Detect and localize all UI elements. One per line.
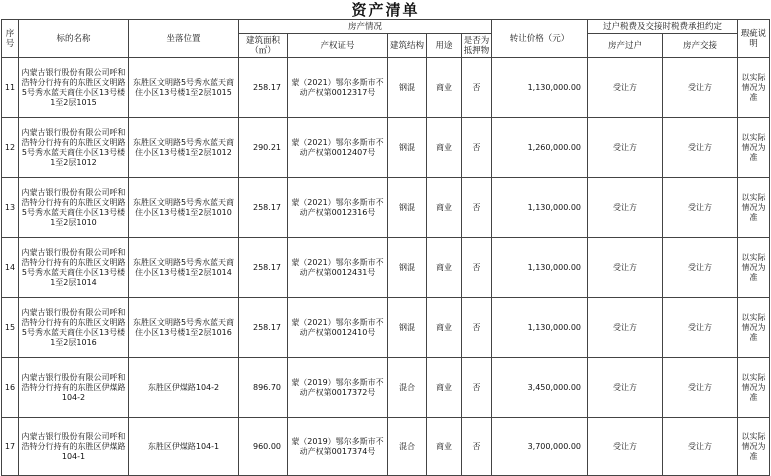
cell-structure: 钢混 [388,58,427,118]
header-mortgaged: 是否为抵押物 [462,34,492,58]
cell-structure: 钢混 [388,298,427,358]
cell-area: 258.17 [239,178,288,238]
cell-price: 1,130,000.00 [492,238,588,298]
cell-location: 东胜区伊煤路104-2 [129,358,239,418]
cell-location: 东胜区文明路5号秀水蓝天商住小区13号楼1至2层1015 [129,58,239,118]
cell-mortgaged: 否 [462,298,492,358]
cell-name: 内蒙古银行股份有限公司呼和浩特分行持有的东胜区伊煤路104-1 [19,418,129,476]
cell-cert: 蒙（2019）鄂尔多斯市不动产权第0017374号 [288,418,388,476]
cell-mortgaged: 否 [462,118,492,178]
cell-mortgaged: 否 [462,418,492,476]
cell-name: 内蒙古银行股份有限公司呼和浩特分行持有的东胜区伊煤路104-2 [19,358,129,418]
cell-area: 896.70 [239,358,288,418]
cell-transfer: 受让方 [588,238,663,298]
cell-structure: 混合 [388,418,427,476]
cell-usage: 商业 [427,58,462,118]
cell-transfer: 受让方 [588,358,663,418]
cell-location: 东胜区文明路5号秀水蓝天商住小区13号楼1至2层1010 [129,178,239,238]
header-usage: 用途 [427,34,462,58]
cell-area: 960.00 [239,418,288,476]
cell-cert: 蒙（2021）鄂尔多斯市不动产权第0012317号 [288,58,388,118]
table-row [2,298,770,358]
cell-mortgaged: 否 [462,358,492,418]
cell-cert: 蒙（2019）鄂尔多斯市不动产权第0017372号 [288,358,388,418]
cell-name: 内蒙古银行股份有限公司呼和浩特分行持有的东胜区文明路5号秀水蓝天商住小区13号楼1至2层1010 [19,178,129,238]
page-title: 资产清单 [351,1,420,19]
cell-seq: 17 [2,418,19,476]
cell-seq: 16 [2,358,19,418]
cell-seq: 15 [2,298,19,358]
cell-note: 以实际情况为准 [738,418,770,476]
cell-transfer: 受让方 [588,118,663,178]
table-row [2,358,770,418]
cell-usage: 商业 [427,418,462,476]
cell-note: 以实际情况为准 [738,58,770,118]
cell-handover: 受让方 [663,118,738,178]
cell-price: 1,260,000.00 [492,118,588,178]
cell-cert: 蒙（2021）鄂尔多斯市不动产权第0012410号 [288,298,388,358]
cell-seq: 13 [2,178,19,238]
cell-area: 258.17 [239,298,288,358]
cell-area: 258.17 [239,58,288,118]
header-transfer: 房产过户 [588,34,663,58]
cell-mortgaged: 否 [462,238,492,298]
cell-handover: 受让方 [663,58,738,118]
cell-structure: 混合 [388,358,427,418]
cell-name: 内蒙古银行股份有限公司呼和浩特分行持有的东胜区文明路5号秀水蓝天商住小区13号楼1至2层1014 [19,238,129,298]
cell-mortgaged: 否 [462,58,492,118]
cell-price: 3,450,000.00 [492,358,588,418]
cell-seq: 14 [2,238,19,298]
cell-price: 1,130,000.00 [492,298,588,358]
cell-handover: 受让方 [663,358,738,418]
cell-cert: 蒙（2021）鄂尔多斯市不动产权第0012407号 [288,118,388,178]
cell-usage: 商业 [427,118,462,178]
cell-usage: 商业 [427,358,462,418]
header-handover: 房产交接 [663,34,738,58]
cell-area: 258.17 [239,238,288,298]
header-cert: 产权证号 [288,34,388,58]
cell-price: 1,130,000.00 [492,178,588,238]
cell-name: 内蒙古银行股份有限公司呼和浩特分行持有的东胜区文明路5号秀水蓝天商住小区13号楼1至2层1015 [19,58,129,118]
table-row [2,58,770,118]
cell-usage: 商业 [427,238,462,298]
cell-location: 东胜区文明路5号秀水蓝天商住小区13号楼1至2层1014 [129,238,239,298]
cell-handover: 受让方 [663,418,738,476]
cell-handover: 受让方 [663,238,738,298]
header-location: 坐落位置 [129,20,239,58]
cell-structure: 钢混 [388,178,427,238]
cell-location: 东胜区文明路5号秀水蓝天商住小区13号楼1至2层1016 [129,298,239,358]
cell-handover: 受让方 [663,298,738,358]
cell-cert: 蒙（2021）鄂尔多斯市不动产权第0012316号 [288,178,388,238]
cell-seq: 11 [2,58,19,118]
header-name: 标的名称 [19,20,129,58]
header-structure: 建筑结构 [388,34,427,58]
cell-seq: 12 [2,118,19,178]
cell-location: 东胜区伊煤路104-1 [129,418,239,476]
header-property-info: 房产情况 [239,20,492,34]
header-seq: 序号 [2,20,19,58]
cell-area: 290.21 [239,118,288,178]
cell-usage: 商业 [427,178,462,238]
cell-transfer: 受让方 [588,178,663,238]
table-row [2,418,770,476]
cell-usage: 商业 [427,298,462,358]
header-area: 建筑面积（㎡） [239,34,288,58]
cell-note: 以实际情况为准 [738,358,770,418]
cell-transfer: 受让方 [588,418,663,476]
table-row [2,238,770,298]
table-row [2,178,770,238]
cell-note: 以实际情况为准 [738,178,770,238]
header-tax-group: 过户税费及交接时税费承担约定 [588,20,738,34]
cell-note: 以实际情况为准 [738,238,770,298]
cell-mortgaged: 否 [462,178,492,238]
header-note: 瑕疵说明 [738,20,770,58]
cell-structure: 钢混 [388,118,427,178]
cell-cert: 蒙（2021）鄂尔多斯市不动产权第0012431号 [288,238,388,298]
cell-price: 3,700,000.00 [492,418,588,476]
cell-transfer: 受让方 [588,58,663,118]
cell-note: 以实际情况为准 [738,298,770,358]
cell-transfer: 受让方 [588,298,663,358]
header-price: 转让价格（元） [492,20,588,58]
cell-note: 以实际情况为准 [738,118,770,178]
cell-price: 1,130,000.00 [492,58,588,118]
asset-table [1,19,770,476]
cell-name: 内蒙古银行股份有限公司呼和浩特分行持有的东胜区文明路5号秀水蓝天商住小区13号楼1至2层1012 [19,118,129,178]
cell-name: 内蒙古银行股份有限公司呼和浩特分行持有的东胜区文明路5号秀水蓝天商住小区13号楼1至2层1016 [19,298,129,358]
cell-handover: 受让方 [663,178,738,238]
table-row [2,118,770,178]
cell-structure: 钢混 [388,238,427,298]
cell-location: 东胜区文明路5号秀水蓝天商住小区13号楼1至2层1012 [129,118,239,178]
